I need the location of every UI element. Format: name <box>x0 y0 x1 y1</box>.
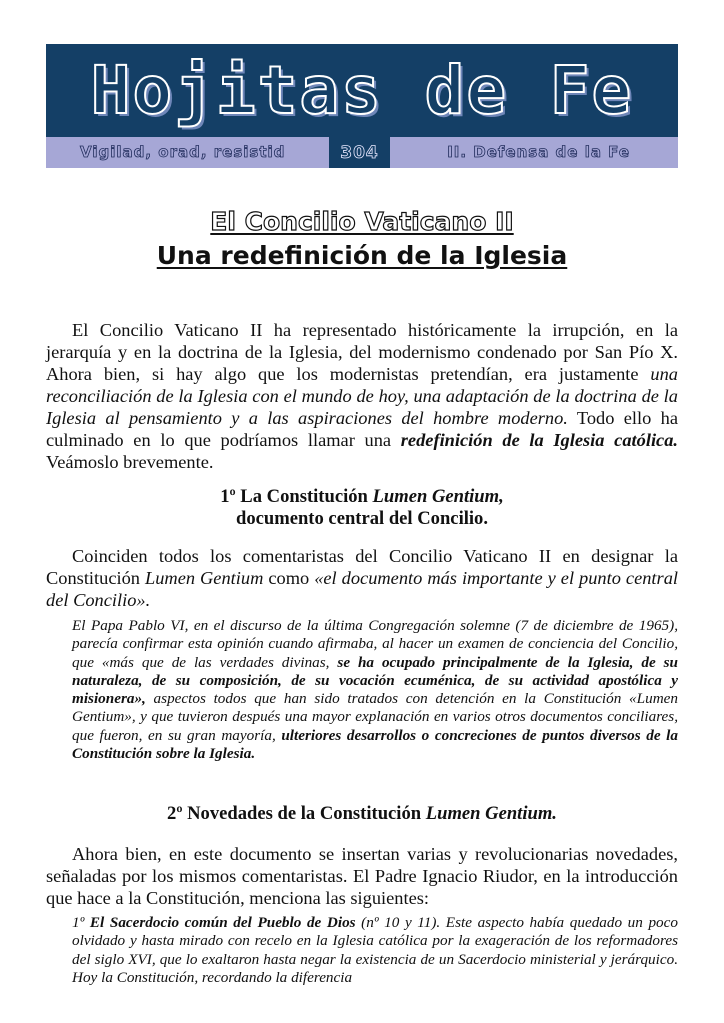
section-1-heading <box>46 486 678 530</box>
masthead-subbar <box>46 137 678 168</box>
intro-text-end: Veámoslo brevemente. <box>46 452 214 472</box>
q1-bold2: ulteriores desarrollos o concreciones de puntos diversos de la Constitución sobre la Iglesia. <box>72 726 678 763</box>
section-2-paragraph <box>46 843 678 909</box>
intro-paragraph <box>46 319 678 473</box>
s1-text: Coinciden todos los comentaristas del Concilio Vaticano II en designar la Constitución <box>46 546 678 588</box>
section-1-quote <box>72 617 678 763</box>
section-1-paragraph <box>46 545 678 611</box>
intro-italic: una reconciliación de la Iglesia con el mundo de hoy, una adaptación de la doctrina de la Iglesia al pensamiento y a las aspiraciones del hombre moderno. <box>46 364 678 428</box>
motto: Vigilad, orad, resistid <box>80 143 286 161</box>
heading-1-em: Lumen Gentium, <box>372 486 504 507</box>
q1-text-b: aspectos todos que han sido tratados con detención en la Constitución «Lumen Gentium», y que tuvieron después una mayor explanación en varios otros documentos conciliares, que fueron, en su gran mayoría, <box>72 690 678 744</box>
s2-text: Ahora bien, en este documento se insertan varias y revolucionarias novedades, señaladas por los mismos comentaristas. El Padre Ignacio Riudor, en la introducción que hace a la Constitución, menciona las siguientes: <box>46 844 678 908</box>
issue-badge <box>329 137 390 168</box>
section-2-heading <box>46 803 678 825</box>
section-name: II. Defensa de la Fe <box>447 143 630 161</box>
intro-text: El Concilio Vaticano II ha representado históricamente la irrupción, en la jerarquía y en la doctrina de la Iglesia, del modernismo condenado por San Pío X. Ahora bien, si hay algo que los modernistas pretendían, era justamente <box>46 320 678 384</box>
q1-text: El Papa Pablo VI, en el discurso de la última Congregación solemne (7 de diciembre de 1965), parecía confirmar esta opinión cuando afirmaba, al hacer un examen de conciencia del Concilio, que «más que de las verdades divinas, <box>72 617 678 671</box>
heading-1-text: 1º La Constitución <box>220 486 373 507</box>
s1-em2: «el documento más importante y el punto central del Concilio». <box>46 568 678 610</box>
q2-number: 1º <box>72 914 90 931</box>
q2-bold: El Sacerdocio común del Pueblo de Dios <box>89 914 356 931</box>
masthead-banner <box>46 44 678 137</box>
heading-2-em: Lumen Gentium. <box>425 803 557 824</box>
title-line-1: El Concilio Vaticano II <box>210 207 514 236</box>
q2-text: (nº 10 y 11). Este aspecto había quedado un poco olvidado y hasta mirado con recelo en la Iglesia católica por la exageración de los reformadores del siglo XVI, que lo exaltaron hasta negar la existencia de un Sacerdocio ministerial y jerárquico. Hoy la Constitución, recordando la diferencia <box>72 914 678 986</box>
intro-bold: redefinición de la Iglesia católica. <box>400 430 679 450</box>
publication-title: Hojitas de Fe <box>90 51 634 129</box>
section-2-quote <box>72 914 678 987</box>
issue-number: 304 <box>340 142 379 163</box>
s1-mid: como <box>263 568 315 588</box>
title-line-2: Una redefinición de la Iglesia <box>156 241 568 270</box>
article-title <box>46 205 678 273</box>
heading-2-text: 2º Novedades de la Constitución <box>167 803 426 824</box>
q1-bold1: se ha ocupado principalmente de la Iglesia, de su naturaleza, de su composición, de su vocación ecuménica, de su actividad apostólica y misionera», <box>72 653 678 708</box>
intro-text-cont: Todo ello ha culminado en lo que podríamos llamar una <box>46 408 678 450</box>
heading-1-subtitle: documento central del Concilio. <box>235 508 489 529</box>
masthead <box>46 44 678 168</box>
s1-em1: Lumen Gentium <box>144 568 264 588</box>
